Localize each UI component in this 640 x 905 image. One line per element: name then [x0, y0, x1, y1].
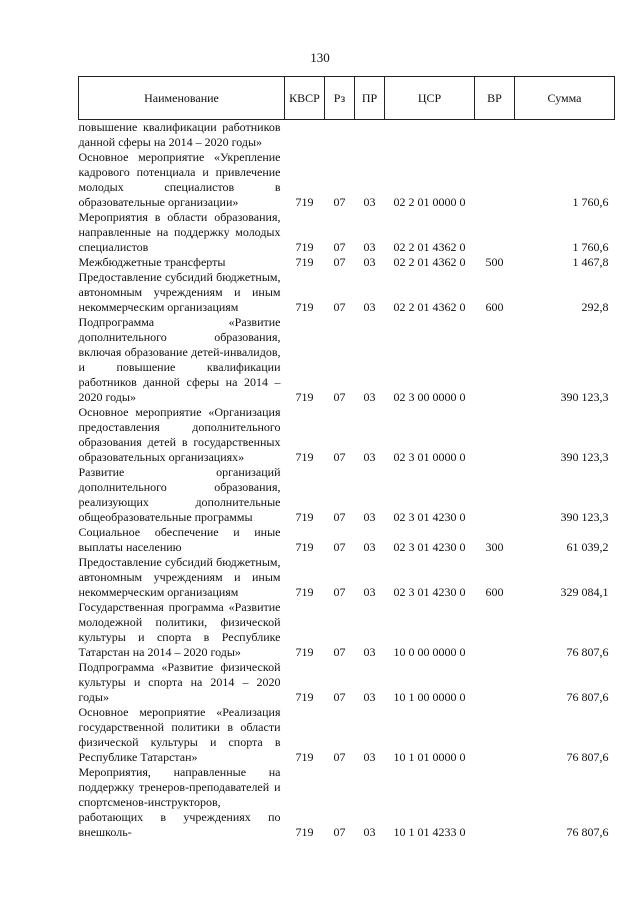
row-name: Развитие организаций дополнительного образования, реализующих дополнительные общеобразовательные программы: [78, 465, 281, 524]
header-csr: ЦСР: [385, 77, 475, 120]
row-name: Основное мероприятие «Реализация государственной политики в области физической культуры и спорта в Республике Татарстан»: [78, 705, 281, 764]
row-rz: 07: [333, 585, 346, 599]
row-rz: 07: [333, 195, 346, 209]
row-pr: 03: [363, 690, 376, 704]
row-csr: 10 0 00 0000 0: [393, 645, 466, 659]
table-row: [79, 465, 615, 525]
table-row: [79, 255, 615, 270]
row-sum: 76 807,6: [566, 690, 609, 704]
row-vr: [475, 120, 515, 151]
header-pr: ПР: [355, 77, 385, 120]
row-vr: 500: [485, 255, 504, 269]
table-row: [79, 525, 615, 555]
row-vr: [475, 405, 515, 465]
header-vr: ВР: [475, 77, 515, 120]
row-pr: 03: [363, 240, 376, 254]
row-name: Подпрограмма «Развитие дополнительного образования, включая образование детей-инвалидов, и повышение квалификации работников данной сферы на 2014 – 2020 годы»: [78, 315, 281, 404]
row-kvsr: [285, 120, 325, 151]
row-sum: 76 807,6: [566, 645, 609, 659]
row-vr: [475, 150, 515, 210]
row-kvsr: 719: [295, 540, 314, 554]
row-csr: 02 3 00 0000 0: [393, 390, 466, 404]
row-sum: 390 123,3: [560, 450, 609, 464]
row-name: Основное мероприятие «Укрепление кадрового потенциала и привлечение молодых специалистов в образовательные организации»: [78, 150, 281, 209]
row-rz: 07: [333, 690, 346, 704]
row-name: Межбюджетные трансферты: [78, 255, 226, 269]
row-csr: 02 3 01 4230 0: [393, 510, 466, 524]
row-name: Мероприятия, направленные на поддержку тренеров-преподавателей и спортсменов-инструкторов, работающих в учреждениях по внешколь-: [78, 765, 281, 839]
row-kvsr: 719: [295, 300, 314, 314]
row-sum: 1 760,6: [572, 240, 609, 254]
row-sum: 390 123,3: [560, 510, 609, 524]
row-vr: 600: [485, 300, 504, 314]
row-name: Предоставление субсидий бюджетным, автономным учреждениям и иным некоммерческим организациям: [78, 270, 281, 314]
row-vr: [475, 660, 515, 705]
row-pr: [355, 120, 385, 151]
table-row: [79, 705, 615, 765]
row-name: Социальное обеспечение и иные выплаты населению: [78, 525, 281, 554]
budget-table: [78, 76, 615, 840]
row-pr: 03: [363, 450, 376, 464]
row-vr: [475, 210, 515, 255]
row-sum: 76 807,6: [566, 750, 609, 764]
row-vr: [475, 705, 515, 765]
row-pr: 03: [363, 195, 376, 209]
row-pr: 03: [363, 825, 376, 839]
row-csr: 02 2 01 0000 0: [393, 195, 466, 209]
row-vr: [475, 465, 515, 525]
row-sum: 1 467,8: [572, 255, 609, 269]
row-kvsr: 719: [295, 645, 314, 659]
row-pr: 03: [363, 390, 376, 404]
row-kvsr: 719: [295, 390, 314, 404]
row-csr: 02 3 01 0000 0: [393, 450, 466, 464]
row-kvsr: 719: [295, 240, 314, 254]
table-row: [79, 270, 615, 315]
row-vr: [475, 315, 515, 405]
row-csr: 10 1 01 4233 0: [393, 825, 466, 839]
row-vr: [475, 765, 515, 840]
row-name: Подпрограмма «Развитие физической культуры и спорта на 2014 – 2020 годы»: [78, 660, 281, 704]
row-name: Мероприятия в области образования, направленные на поддержку молодых специалистов: [78, 210, 281, 254]
row-sum: 390 123,3: [560, 390, 609, 404]
row-kvsr: 719: [295, 585, 314, 599]
row-kvsr: 719: [295, 450, 314, 464]
header-kvsr: КВСР: [285, 77, 325, 120]
table-row: [79, 660, 615, 705]
table-row: [79, 120, 615, 151]
row-sum: 1 760,6: [572, 195, 609, 209]
row-kvsr: 719: [295, 510, 314, 524]
row-vr: 600: [485, 585, 504, 599]
row-vr: [475, 600, 515, 660]
header-rz: Рз: [325, 77, 355, 120]
row-rz: 07: [333, 510, 346, 524]
row-csr: 02 2 01 4362 0: [393, 240, 466, 254]
table-row: [79, 600, 615, 660]
table-row: [79, 405, 615, 465]
row-csr: 02 3 01 4230 0: [393, 540, 466, 554]
row-kvsr: 719: [295, 750, 314, 764]
row-pr: 03: [363, 300, 376, 314]
row-rz: 07: [333, 240, 346, 254]
row-pr: 03: [363, 255, 376, 269]
row-sum: [515, 120, 615, 151]
row-name: повышение квалификации работников данной сферы на 2014 – 2020 годы»: [78, 120, 281, 149]
row-rz: 07: [333, 255, 346, 269]
row-pr: 03: [363, 750, 376, 764]
row-rz: 07: [333, 300, 346, 314]
row-kvsr: 719: [295, 690, 314, 704]
table-row: [79, 555, 615, 600]
row-kvsr: 719: [295, 255, 314, 269]
row-rz: 07: [333, 825, 346, 839]
table-row: [79, 315, 615, 405]
row-sum: 61 039,2: [566, 540, 609, 554]
row-csr: 10 1 00 0000 0: [393, 690, 466, 704]
row-rz: 07: [333, 750, 346, 764]
row-vr: 300: [485, 540, 504, 554]
row-rz: [325, 120, 355, 151]
page-number: 130: [310, 50, 330, 65]
row-kvsr: 719: [295, 195, 314, 209]
row-pr: 03: [363, 510, 376, 524]
table-row: [79, 210, 615, 255]
row-name: Государственная программа «Развитие молодежной политики, физической культуры и спорта в Республике Татарстан на 2014 – 2020 годы»: [78, 600, 281, 659]
header-name: Наименование: [79, 77, 285, 120]
row-rz: 07: [333, 645, 346, 659]
table-header-row: [79, 77, 615, 120]
row-sum: 329 084,1: [560, 585, 609, 599]
row-csr: [385, 120, 475, 151]
row-rz: 07: [333, 540, 346, 554]
table-row: [79, 765, 615, 840]
row-rz: 07: [333, 450, 346, 464]
row-sum: 76 807,6: [566, 825, 609, 839]
header-sum: Сумма: [515, 77, 615, 120]
row-csr: 10 1 01 0000 0: [393, 750, 466, 764]
row-csr: 02 2 01 4362 0: [393, 255, 466, 269]
row-pr: 03: [363, 540, 376, 554]
row-pr: 03: [363, 645, 376, 659]
row-rz: 07: [333, 390, 346, 404]
row-name: Предоставление субсидий бюджетным, автономным учреждениям и иным некоммерческим организациям: [78, 555, 281, 599]
row-sum: 292,8: [581, 300, 609, 314]
row-pr: 03: [363, 585, 376, 599]
table-row: [79, 150, 615, 210]
row-csr: 02 2 01 4362 0: [393, 300, 466, 314]
row-csr: 02 3 01 4230 0: [393, 585, 466, 599]
row-name: Основное мероприятие «Организация предоставления дополнительного образования детей в государственных образовательных организациях»: [78, 405, 281, 464]
row-kvsr: 719: [295, 825, 314, 839]
